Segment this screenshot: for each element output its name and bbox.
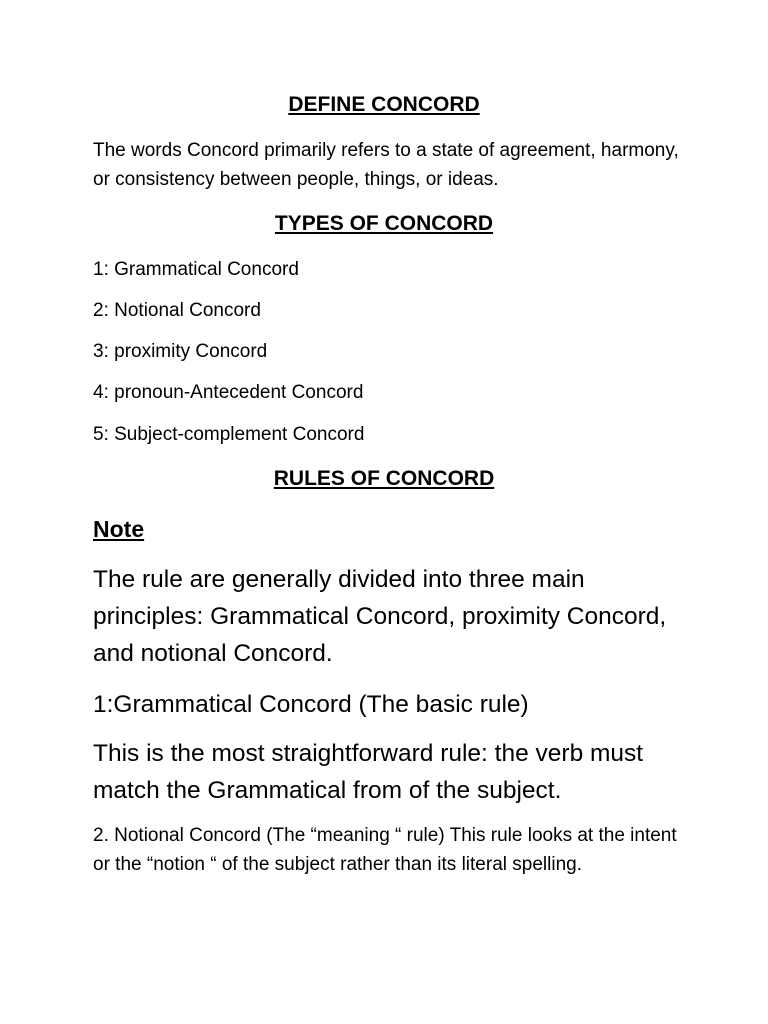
rules-of-concord-heading: RULES OF CONCORD bbox=[273, 467, 495, 490]
list-item: 3: proximity Concord bbox=[93, 341, 268, 362]
rules-intro-paragraph: The rule are generally divided into three main principles: Grammatical Concord, proximity Concord, and notional Concord. bbox=[93, 566, 667, 667]
list-item: 4: pronoun-Antecedent Concord bbox=[93, 382, 364, 403]
types-of-concord-heading: TYPES OF CONCORD bbox=[274, 212, 494, 235]
rule-1-title: 1:Grammatical Concord (The basic rule) bbox=[93, 691, 529, 718]
define-concord-heading: DEFINE CONCORD bbox=[288, 93, 480, 116]
rule-2-paragraph: 2. Notional Concord (The “meaning “ rule) This rule looks at the intent or the “notion “ of the subject rather than its literal spelling. bbox=[93, 825, 677, 875]
define-concord-text: The words Concord primarily refers to a state of agreement, harmony, or consistency between people, things, or ideas. bbox=[93, 140, 679, 190]
list-item: 2: Notional Concord bbox=[93, 300, 261, 321]
list-item: 1: Grammatical Concord bbox=[93, 259, 299, 280]
note-label: Note bbox=[93, 516, 145, 542]
list-item: 5: Subject-complement Concord bbox=[93, 424, 365, 445]
rule-1-paragraph: This is the most straightforward rule: the verb must match the Grammatical from of the subject. bbox=[93, 740, 644, 804]
